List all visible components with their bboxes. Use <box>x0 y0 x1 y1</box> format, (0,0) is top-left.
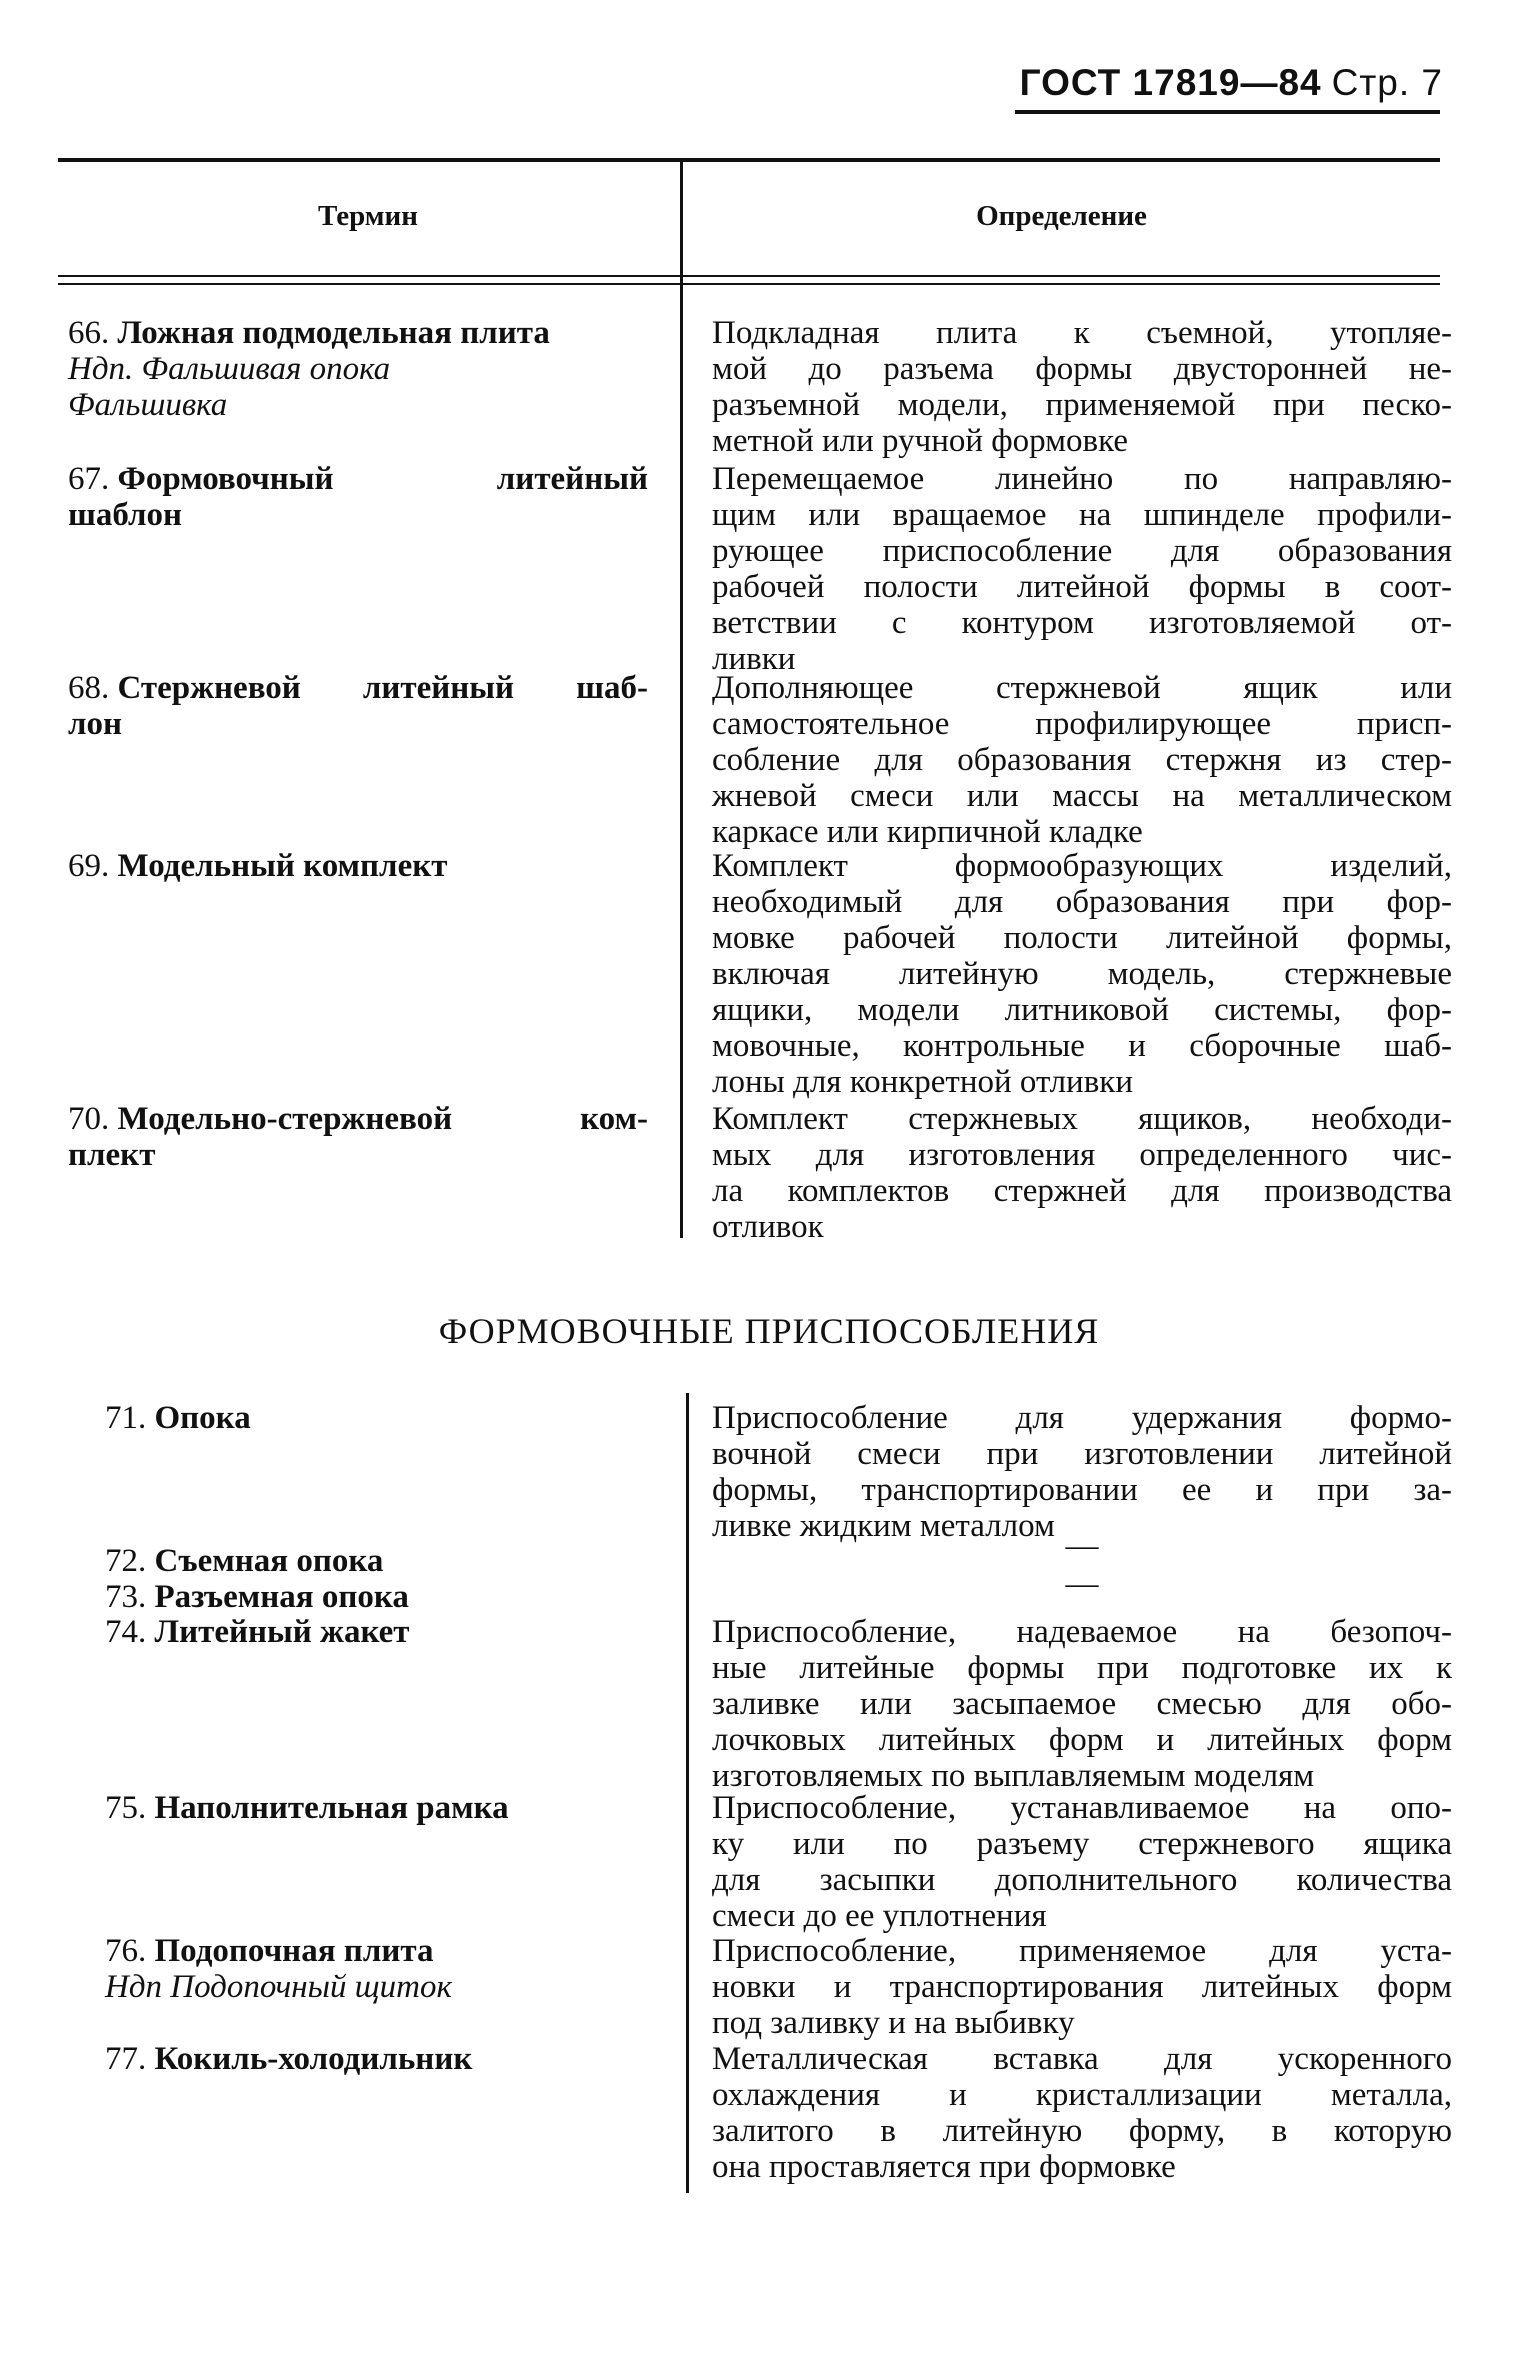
section-title: ФОРМОВОЧНЫЕ ПРИСПОСОБЛЕНИЯ <box>438 1311 1100 1351</box>
term-entry-68: 68. Стержневой литейный шаб- лон <box>68 670 648 742</box>
column-header-term: Термин <box>318 200 418 232</box>
definition-77: Металлическая вставка для ускоренного охлаждения и кристаллизации металла, залитого в литейную форму, в которую она проставляется при формовке <box>712 2041 1452 2185</box>
definition-68: Дополняющее стержневой ящик или самостоятельное профилирующее присп- собление для образования стержня из стер- жневой смеси или массы на металлическом каркасе или кирпичной кладке <box>712 670 1452 850</box>
definition-73: — <box>1065 1566 1099 1602</box>
page-number: Стр. 7 <box>1331 62 1443 103</box>
page-header <box>1020 62 1443 104</box>
deprecated-term: Ндп. Фальшивая опока <box>68 351 391 387</box>
table-header-rule-double <box>58 283 1440 285</box>
table-top-rule <box>58 158 1440 162</box>
table-header-rule <box>58 275 1440 277</box>
term-entry-73: 73. Разъемная опока <box>105 1579 409 1615</box>
term-entry-70: 70. Модельно-стержневой ком- плект <box>68 1101 648 1173</box>
column-divider-lower <box>686 1393 689 2193</box>
definition-75: Приспособление, устанавливаемое на опо- ку или по разъему стержневого ящика для засыпки дополнительного количества смеси до ее уплотнения <box>712 1790 1452 1934</box>
term-entry-74: 74. Литейный жакет <box>105 1614 410 1650</box>
term-entry-69: 69. Модельный комплект <box>68 848 448 884</box>
definition-74: Приспособление, надеваемое на безопоч- ные литейные формы при подготовке их к заливке или засыпаемое смесью для обо- лочковых литейных форм и литейных форм изготовляемых по выплавляемым моделям <box>712 1614 1452 1794</box>
definition-76: Приспособление, применяемое для уста- новки и транспортирования литейных форм под заливку и на выбивку <box>712 1933 1452 2041</box>
term-title: Ложная подмодельная плита <box>117 315 550 351</box>
column-header-definition: Определение <box>976 200 1147 232</box>
definition-70: Комплект стержневых ящиков, необходи- мых для изготовления определенного чис- ла комплектов стержней для производства отливок <box>712 1101 1452 1245</box>
definition-72: — <box>1065 1528 1099 1564</box>
definition-71: Приспособление для удержания формо- вочной смеси при изготовлении литейной формы, транспортировании ее и при за- ливке жидким металлом <box>712 1400 1452 1544</box>
term-entry-67: 67. Формовочный литейный шаблон <box>68 461 648 533</box>
term-entry-75: 75. Наполнительная рамка <box>105 1790 509 1826</box>
definition-69: Комплект формообразующих изделий, необходимый для образования при фор- мовке рабочей полости литейной формы, включая литейную модель, стержневые ящики, модели литниковой системы, фор- мовочные, контрольные и сборочные шаб- лоны для конкретной отливки <box>712 848 1452 1100</box>
deprecated-term-2: Фальшивка <box>68 387 228 423</box>
term-entry-72: 72. Съемная опока <box>105 1543 384 1579</box>
definition-67: Перемещаемое линейно по направляю- щим или вращаемое на шпинделе профили- рующее приспособление для образования рабочей полости литейной формы в соот- ветствии с контуром изготовляемой от- ливки <box>712 461 1452 677</box>
definition-66: Подкладная плита к съемной, утопляе- мой до разъема формы двусторонней не- разъемной модели, применяемой при песко- метной или ручной формовке <box>712 315 1452 459</box>
term-entry-77: 77. Кокиль-холодильник <box>105 2041 473 2077</box>
header-rule <box>1015 110 1440 114</box>
term-entry-66: 66. Ложная подмодельная плита Ндп. Фальшивая опока Фальшивка <box>68 315 648 423</box>
deprecated-term: Ндп Подопочный щиток <box>105 1969 452 2005</box>
term-entry-71: 71. Опока <box>105 1400 251 1436</box>
term-entry-76: 76. Подопочная плита Ндп Подопочный щиток <box>105 1933 685 2005</box>
standard-number: ГОСТ 17819—84 <box>1019 62 1322 103</box>
column-divider <box>680 160 683 1238</box>
